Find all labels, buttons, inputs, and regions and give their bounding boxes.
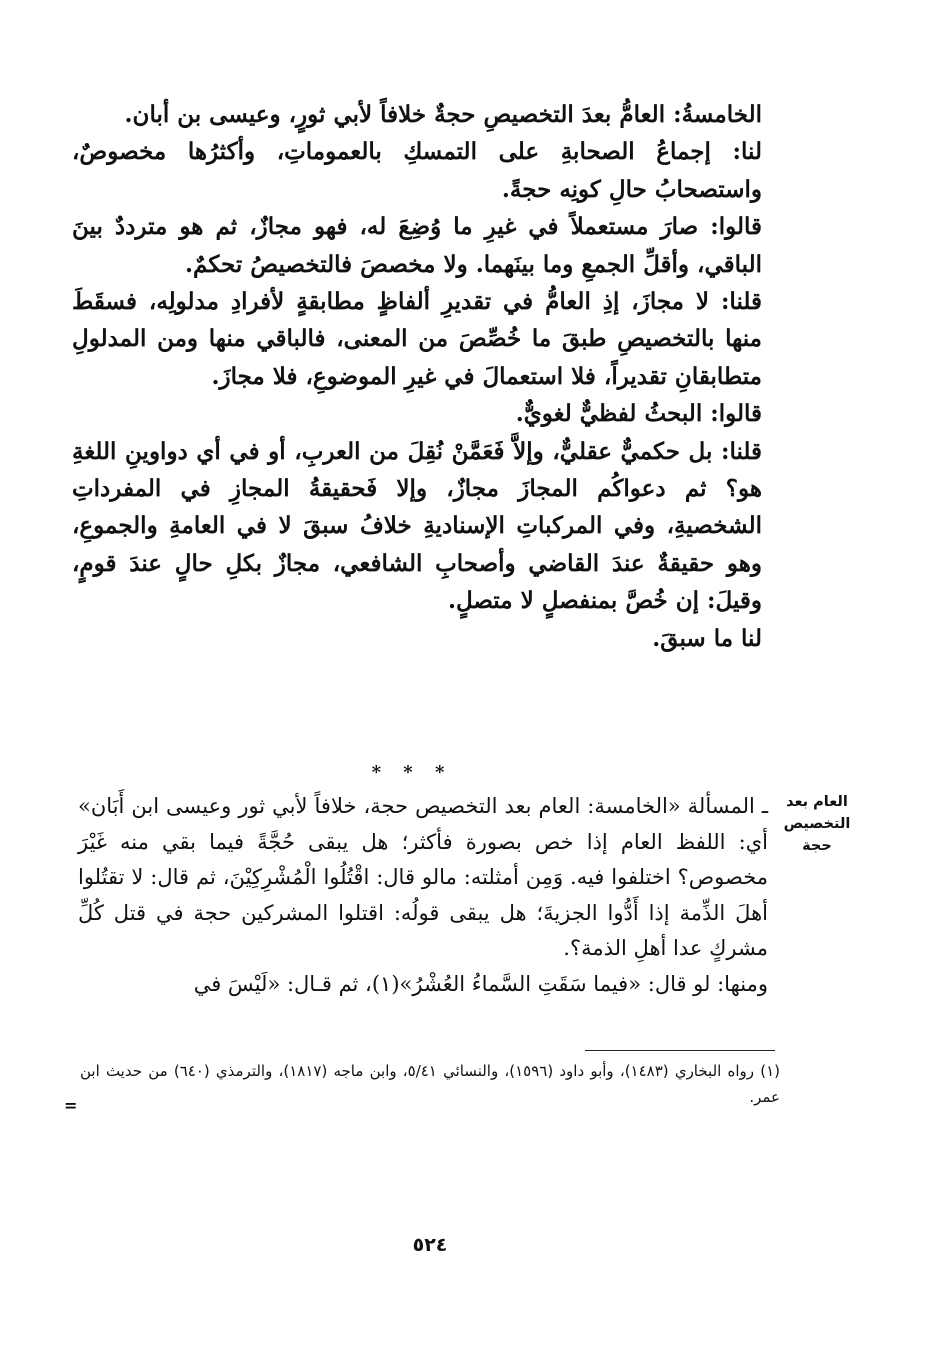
main-paragraph: قلنا: بل حكميٌّ عقليٌّ، وإلاَّ فَعَمَّنْ نُقِلَ من العربِ، أو في أي دواوينِ اللغةِ هو؟ ثم دعواكُم المجازَ مجازٌ، وإلا فَحقيقةُ المجازِ في المفرداتِ الشخصيةِ، وفي المركباتِ الإسناديةِ خلافُ سبقَ لا في العامةِ والجموعِ، وهو حقيقةٌ عندَ القاضي وأصحابِ الشافعي، مجازٌ بكلِ حالٍ عندَ قومٍ، وقيلَ: إن خُصَّ بمنفصلٍ لا متصلٍ.	[72, 437, 762, 615]
footnote-divider	[585, 1050, 775, 1051]
commentary-paragraph: ومنها: لو قال: «فيما سَقَتِ السَّماءُ العُشْرُ»(١)، ثم قـال: «لَيْسَ في	[193, 971, 768, 996]
footnote-continuation-mark: =	[64, 1096, 78, 1115]
footnotes	[80, 1058, 780, 1110]
commentary-paragraph: ـ المسألة «الخامسة: العام بعد التخصيص حجة، خلافاً لأبي ثور وعيسى ابن أَبَان» أي: اللفظ العام إذا خص بصورة فأكثر؛ هل يبقى حُجَّةً فيما بقي منه غَيْرَ مخصوص؟ اختلفوا فيه. وَمِن أمثلته: مالو قال: اقْتُلُوا الْمُشْرِكِيْنَ، ثم قال: لا تقتُلوا أهلَ الذِّمة إذا أَدُّوا الجزيةَ؛ هل يبقى قولُه: اقتلوا المشركين حجة في قتل كُلِّ مشركٍ عدا أهلِ الذمة؟.	[78, 794, 768, 960]
margin-note-line: العام بعد	[786, 794, 848, 810]
main-paragraph: الخامسةُ: العامُّ بعدَ التخصيصِ حجةٌ خلافاً لأبي ثورٍ، وعيسى بن أبان.	[124, 101, 762, 128]
margin-note-line: التخصيص	[783, 816, 851, 832]
main-paragraph: لنا ما سبقَ.	[652, 624, 762, 652]
main-paragraph: قالوا: صارَ مستعملاً في غيرِ ما وُضِعَ له، فهو مجازٌ، ثم هو مترددٌ بينَ الباقي، وأقلِّ الجمعِ وما بينَهما. ولا مخصصَ فالتخصيصُ تحكمٌ.	[72, 213, 762, 278]
main-paragraph: لنا: إجماعُ الصحابةِ على التمسكِ بالعموماتِ، وأكثرُها مخصوصٌ، واستصحابُ حالِ كونِه حجةً.	[72, 138, 762, 203]
section-separator: * * *	[371, 762, 453, 783]
margin-note-line: حجة	[802, 838, 832, 854]
page-number: ٥٢٤	[412, 1234, 448, 1256]
main-paragraph: قالوا: البحثُ لفظيٌّ لغويٌّ.	[515, 400, 762, 428]
main-text	[72, 96, 762, 657]
margin-note	[776, 791, 858, 857]
main-paragraph: قلنا: لا مجازَ، إذِ العامُّ في تقديرِ ألفاظٍ مطابقةٍ لأفرادِ مدلولِه، فسقَطَ منها بالتخصيصِ طبقَ ما خُصِّصَ من المعنى، فالباقي منها ومن المدلولِ متطابقانِ تقديراً، فلا استعمالَ في غيرِ الموضوعِ، فلا مجازَ.	[72, 288, 762, 390]
footnote: (١) رواه البخاري (١٤٨٣)، وأبو داود (١٥٩٦)، والنسائي ٥/٤١، وابن ماجه (١٨١٧)، والترمذي (٦٤٠) من حديث ابن عمر.	[80, 1062, 780, 1106]
commentary-text	[78, 789, 768, 1002]
